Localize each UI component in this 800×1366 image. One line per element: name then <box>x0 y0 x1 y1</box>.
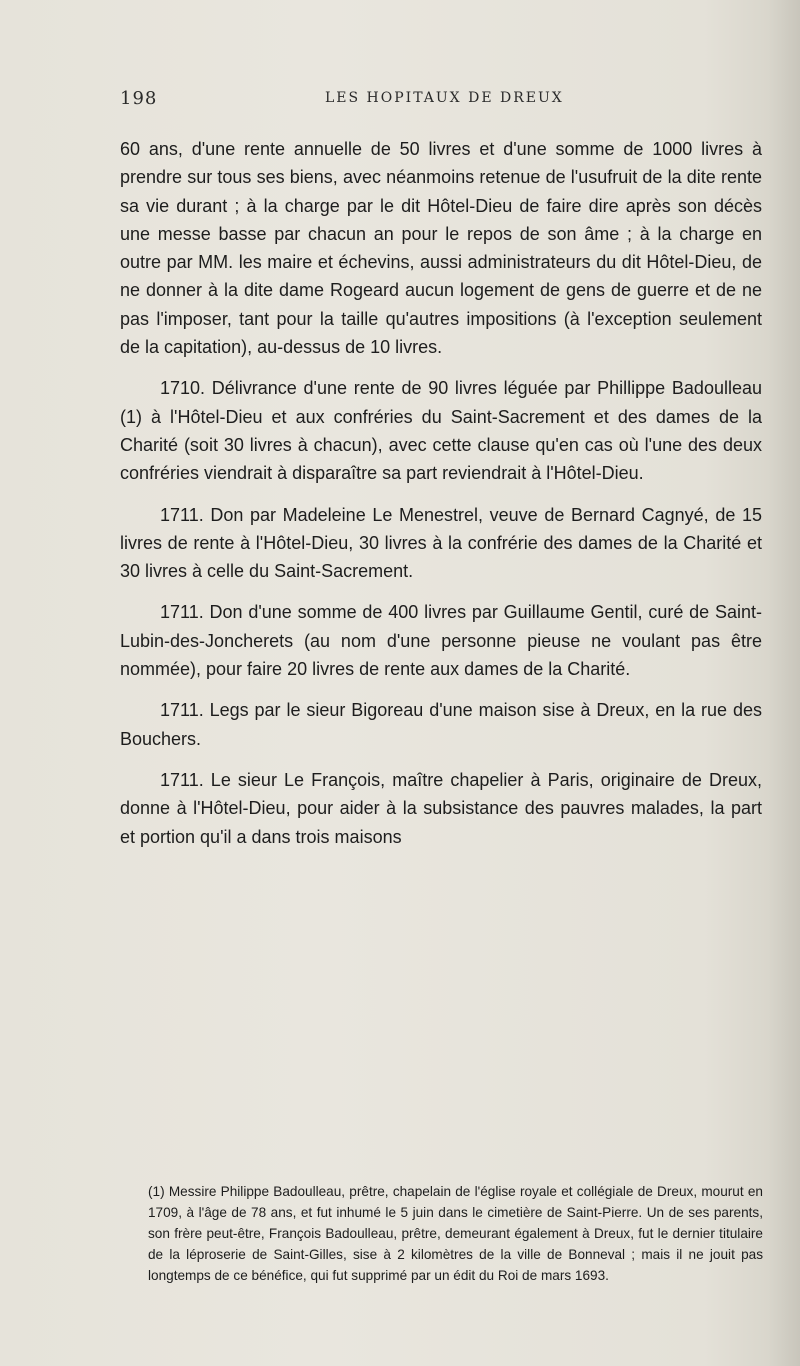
page-number: 198 <box>120 88 158 109</box>
paragraph: 1711. Legs par le sieur Bigoreau d'une maison sise à Dreux, en la rue des Bouchers. <box>120 700 762 749</box>
paragraph: 60 ans, d'une rente annuelle de 50 livres et d'une somme de 1000 livres à prendre sur tous ses biens, avec néanmoins retenue de l'usufruit de la dite rente sa vie durant ; à la charge par le dit Hôtel-Dieu de faire dire après son décès une messe basse par chacun an pour le repos de son âme ; à la charge en outre par MM. les maire et échevins, aussi administrateurs du dit Hôtel-Dieu, de ne donner à la dite dame Rogeard aucun logement de gens de guerre et de ne pas l'imposer, tant pour la taille qu'autres impositions (à l'exception seulement de la capitation), au-dessus de 10 livres. <box>120 139 762 358</box>
page-header <box>120 88 760 114</box>
footnote: (1) Messire Philippe Badoulleau, prêtre, chapelain de l'église royale et collégiale de Dreux, mourut en 1709, à l'âge de 78 ans, et fut inhumé le 5 juin dans le cimetière de Saint-Pierre. Un de ses parents, son frère peut-être, François Badoulleau, prêtre, demeurant également à Dreux, fut le dernier titulaire de la léproserie de Saint-Gilles, sise à 2 kilomètres de la ville de Bonneval ; mais il ne jouit pas longtemps de ce bénéfice, qui fut supprimé par un édit du Roi de mars 1693. <box>148 1184 763 1283</box>
paragraph: 1711. Don par Madeleine Le Menestrel, veuve de Bernard Cagnyé, de 15 livres de rente à l'Hôtel-Dieu, 30 livres à la confrérie des dames de la Charité et 30 livres à celle du Saint-Sacrement. <box>120 504 762 582</box>
running-title: LES HOPITAUX DE DREUX <box>325 90 564 106</box>
paragraph: 1711. Don d'une somme de 400 livres par Guillaume Gentil, curé de Saint-Lubin-des-Joncherets (au nom d'une personne pieuse ne voulant pas être nommée), pour faire 20 livres de rente aux dames de la Charité. <box>120 602 762 680</box>
paragraph: 1710. Délivrance d'une rente de 90 livres léguée par Phillippe Badoulleau (1) à l'Hôtel-Dieu et aux confréries du Saint-Sacrement et des dames de la Charité (soit 30 livres à chacun), avec cette clause qu'en cas où l'une des deux confréries viendrait à disparaître sa part reviendrait à l'Hôtel-Dieu. <box>120 378 762 484</box>
paragraph: 1711. Le sieur Le François, maître chapelier à Paris, originaire de Dreux, donne à l'Hôtel-Dieu, pour aider à la subsistance des pauvres malades, la part et portion qu'il a dans trois maisons <box>120 769 762 847</box>
footnotes <box>148 1181 763 1286</box>
main-text <box>120 135 762 864</box>
